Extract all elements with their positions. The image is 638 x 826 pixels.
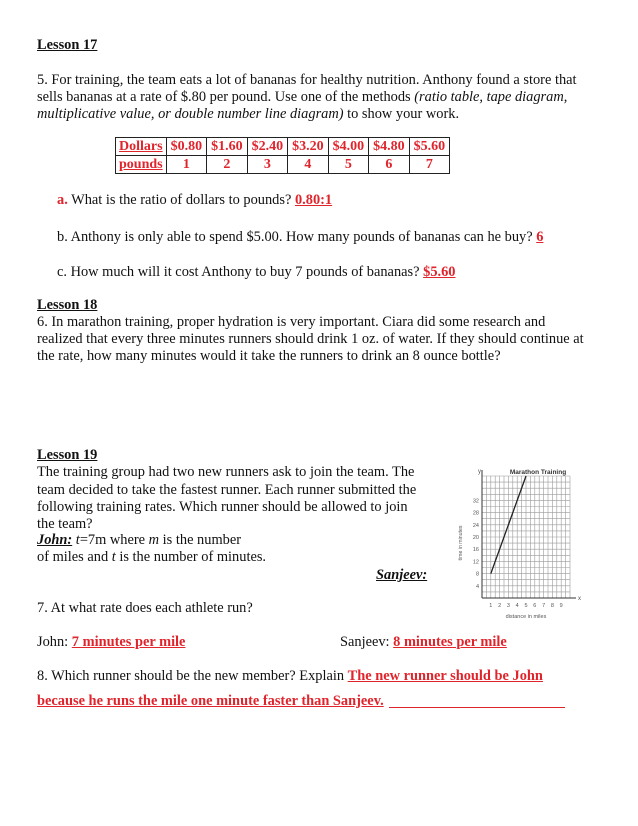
sanjeev-label: Sanjeev:	[376, 567, 428, 583]
sanjeev-answer	[340, 633, 507, 651]
chart-title: Marathon Training	[509, 469, 567, 476]
y-tick-label: 32	[472, 498, 479, 505]
x-tick-label: 1	[489, 603, 493, 609]
problem5-line2	[37, 88, 567, 106]
question-b-text: b. Anthony is only able to spend $5.00. How many pounds of bananas can he buy?	[57, 229, 537, 245]
table-cell: $3.20	[288, 138, 329, 156]
table-cell: 7	[409, 156, 450, 174]
table-cell: $4.00	[328, 138, 369, 156]
john-label: John:	[37, 532, 73, 548]
answer-underline	[389, 707, 565, 708]
table-cell: $5.60	[409, 138, 450, 156]
x-tick-label: 6	[533, 603, 537, 609]
problem5-methods-cont: multiplicative value, or double number line diagram)	[37, 106, 344, 122]
x-tick-label: 3	[506, 603, 510, 609]
lesson19-line3: following training rates. Which runner should be allowed to join	[37, 499, 408, 515]
question-8-text: 8. Which runner should be the new member? Explain	[37, 668, 348, 684]
ratio-table-row-dollars	[116, 138, 450, 156]
x-tick-label: 7	[542, 603, 546, 609]
table-header-dollars: Dollars	[116, 138, 167, 156]
john-eq-t: t	[72, 532, 80, 548]
john-answer-value: 7 minutes per mile	[71, 634, 186, 650]
marathon-chart	[450, 462, 590, 622]
y-tick-label: 24	[472, 522, 479, 529]
john-answer-label: John:	[37, 634, 72, 650]
ratio-table	[115, 137, 450, 174]
x-tick-label: 2	[498, 603, 502, 609]
y-axis-label: time in minutes	[458, 525, 464, 561]
question-8-answer-line2	[37, 692, 384, 710]
problem6-line3: the rate, how many minutes would it take the runners to drink an 8 ounce bottle?	[37, 348, 501, 364]
table-cell: $1.60	[207, 138, 248, 156]
problem5-line1: 5. For training, the team eats a lot of bananas for healthy nutrition. Anthony found a store that	[37, 72, 577, 88]
question-8	[37, 667, 543, 685]
table-cell: $2.40	[247, 138, 288, 156]
question-a-letter: a.	[57, 192, 68, 208]
x-axis-label: distance in miles	[505, 614, 547, 620]
problem5-methods: (ratio table, tape diagram,	[414, 89, 568, 105]
table-cell: 6	[369, 156, 410, 174]
john-answer	[37, 633, 185, 651]
question-c-text: c. How much will it cost Anthony to buy 7 pounds of bananas?	[57, 264, 424, 280]
question-b-answer: 6	[536, 229, 544, 245]
y-tick-label: 4	[475, 583, 479, 590]
john-eq-m: m	[148, 532, 160, 548]
john-eq: =7m where	[79, 532, 149, 548]
table-cell: 1	[166, 156, 207, 174]
sanjeev-answer-value: 8 minutes per mile	[393, 634, 507, 650]
problem5-instruction: to show your work.	[343, 106, 460, 122]
y-tick-label: 8	[475, 571, 479, 578]
table-cell: 3	[247, 156, 288, 174]
john-line2-a: of miles and	[37, 549, 112, 565]
question-a	[57, 191, 332, 209]
lesson19-line4: the team?	[37, 516, 93, 532]
x-tick-label: 9	[559, 603, 563, 609]
question-7: 7. At what rate does each athlete run?	[37, 600, 253, 616]
y-tick-label: 20	[472, 535, 479, 541]
question-8-answer-1: The new runner should be John	[347, 668, 543, 684]
table-cell: 5	[328, 156, 369, 174]
question-8-answer-2: because he runs the mile one minute faster than Sanjeev.	[37, 693, 384, 709]
lesson19-heading: Lesson 19	[37, 447, 98, 463]
question-a-text: What is the ratio of dollars to pounds?	[67, 192, 295, 208]
lesson19-line2: team decided to take the fastest runner. Each runner submitted the	[37, 482, 417, 498]
x-tick-label: 4	[515, 603, 519, 609]
john-eq-rest: is the number	[159, 532, 242, 548]
john-rate-line2	[37, 548, 266, 566]
question-b	[57, 228, 543, 246]
table-cell: 4	[288, 156, 329, 174]
y-tick-label: 12	[472, 559, 479, 566]
john-line2-t: t	[111, 549, 116, 565]
problem5-line3	[37, 105, 459, 123]
y-axis-letter: y	[478, 469, 481, 475]
lesson18-heading: Lesson 18	[37, 297, 98, 313]
question-c-answer: $5.60	[423, 264, 456, 280]
y-tick-label: 28	[472, 510, 479, 517]
x-tick-label: 8	[550, 603, 554, 609]
x-tick-label: 5	[524, 603, 528, 609]
ratio-table-row-pounds	[116, 156, 450, 174]
table-cell: 2	[207, 156, 248, 174]
lesson19-line1: The training group had two new runners ask to join the team. The	[37, 464, 415, 480]
table-cell: $0.80	[166, 138, 207, 156]
question-c	[57, 263, 456, 281]
table-header-pounds: pounds	[116, 156, 167, 174]
sanjeev-answer-label: Sanjeev:	[340, 634, 394, 650]
problem5-line2-text: sells bananas at a rate of $.80 per pound. Use one of the methods	[37, 89, 415, 105]
problem6-line1: 6. In marathon training, proper hydration is very important. Ciara did some research and	[37, 314, 546, 330]
problem6-line2: realized that every three minutes runners should drink 1 oz. of water. If they should continue at	[37, 331, 584, 347]
lesson17-heading: Lesson 17	[37, 37, 98, 53]
table-cell: $4.80	[369, 138, 410, 156]
y-tick-label: 16	[472, 547, 479, 554]
question-a-answer: 0.80:1	[294, 192, 333, 208]
x-axis-letter: x	[578, 596, 581, 602]
john-line2-c: is the number of minutes.	[115, 549, 267, 565]
john-rate	[37, 531, 241, 549]
